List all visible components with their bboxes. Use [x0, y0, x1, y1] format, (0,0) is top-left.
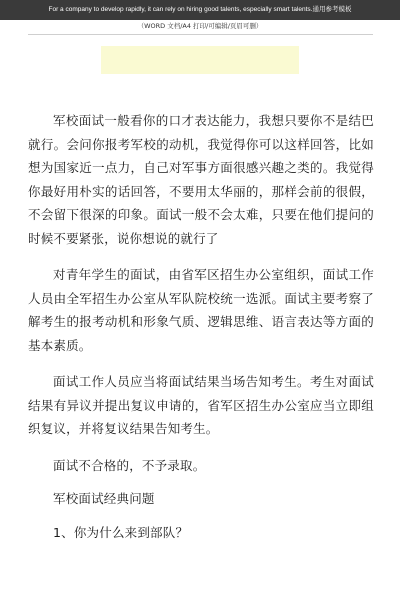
paragraph-interview-organization: 对青年学生的面试，由省军区招生办公室组织，面试工作人员由全军招生办公室从军队院校统一选派。面试主要考察了解考生的报考动机和形象气质、逻辑思维、语言表达等方面的基本素质。 — [28, 267, 374, 353]
paragraph-results-notice: 面试工作人员应当将面试结果当场告知考生。考生对面试结果有异议并提出复议申请的，省军区招生办公室应当立即组织复议，并将复议结果告知考生。 — [28, 374, 374, 436]
section-heading: 军校面试经典问题 — [53, 491, 155, 506]
header-banner-text: For a company to develop rapidly, it can rely on hiring good talents, especially smart talents.通用参考模板 — [48, 6, 352, 13]
header-divider — [28, 34, 373, 35]
paragraph-failure-rule: 面试不合格的，不予录取。 — [53, 457, 206, 473]
header-banner — [0, 0, 400, 20]
header-subtitle: （WORD 文档/A4 打印/可编辑/页眉可删） — [137, 22, 263, 30]
paragraph-intro: 军校面试一般看你的口才表达能力，我想只要你不是结巴就行。会问你报考军校的动机，我觉得你可以这样回答，比如 想为国家近一点力，自己对军事方面很感兴趣之类的。我觉得你最好用朴实的话回答，不要用太华丽的，那样会前的很假，不会留下很深的印象。面试一般不会太难，只要在他们提问的时候不要紧张，说你想说的就行了 — [28, 113, 374, 246]
document-body — [28, 109, 374, 544]
highlight-banner — [101, 46, 299, 74]
question-item: 1、你为什么来到部队？ — [53, 524, 189, 540]
